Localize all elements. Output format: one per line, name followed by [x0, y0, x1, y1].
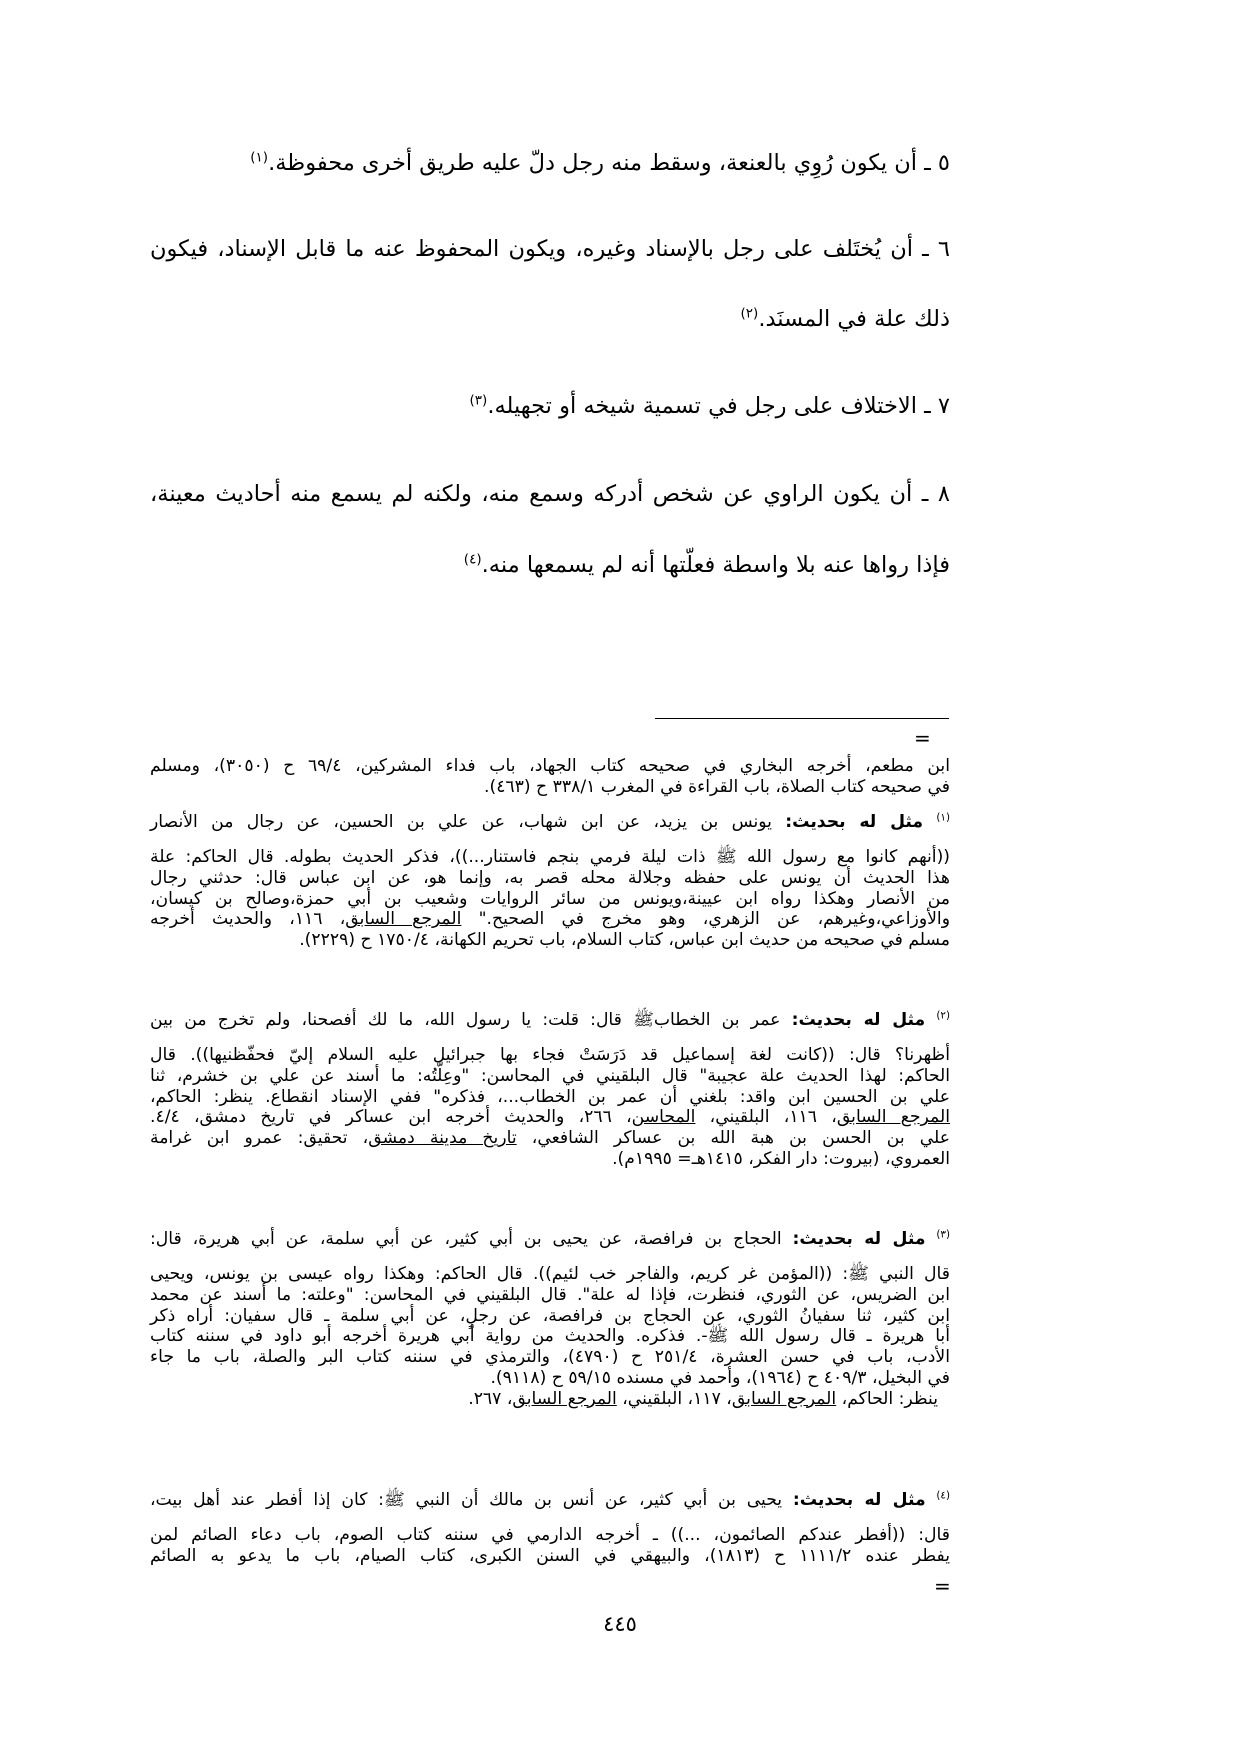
footnote-line: من الأنصار وهكذا رواه ابن عيينة،ويونس من سائر الروايات وشعيب بن أبي حمزة،وصالح بن كيسان،: [150, 888, 950, 909]
footnote-line: ابن مطعم، أخرجه البخاري في صحيحه كتاب الجهاد، باب فداء المشركين، ٦٩/٤ ح (٣٠٥٠)، ومسلم: [150, 756, 950, 776]
footnote-ref-3[interactable]: (٣): [469, 392, 488, 409]
footnote-1: [150, 812, 950, 951]
item-6-line-1: ٦ ـ أن يُختَلف على رجل بالإسناد وغيره، ويكون المحفوظ عنه ما قابل الإسناد، فيكون: [150, 236, 950, 262]
item-6-line-2: ذلك علة في المسنَد.$^{(٢)}$: [740, 305, 950, 332]
footnote-number: (٣): [936, 1228, 950, 1241]
footnote-line: ((أنهم كانوا مع رسول الله ﷺ ذات ليلة فرمي بنجم فاستنار...))، فذكر الحديث بطوله. قال الحاكم: علة: [150, 846, 950, 867]
footnote-label: مثل له بحديث:: [792, 1490, 926, 1510]
continuation-mark-bottom: =: [934, 1574, 951, 1598]
footnote-ref-1[interactable]: (١): [250, 149, 269, 166]
footnote-line: والأوزاعي،وغيرهم، عن الزهري، وهو مخرج في الصحيح." المرجع السابق، ١١٦، والحديث أخرجه: [150, 909, 950, 930]
footnote-line: أظهرنا؟ قال: ((كانت لغة إسماعيل قد دَرَسَتْ فجاء بها جبرائيل عليه السلام إليّ فحفّظنيها)). قال: [150, 1044, 950, 1065]
footnote-line: يفطر عنده ١١١١/٢ ح (١٨١٣)، والبيهقي في السنن الكبرى، كتاب الصيام، باب ما يدعو به الصائم: [150, 1545, 950, 1566]
reference-link: المحاسن: [631, 1107, 696, 1128]
footnote-lead: $^{(٢)}$ مثل له بحديث: عمر بن الخطابﷺ قال: قلت: يا رسول الله، ما لك أفصحنا، ولم تخرج من بين: [150, 1009, 950, 1030]
footnote-line: العمروي، (بيروت: دار الفكر، ١٤١٥هـ= ١٩٩٥م).: [612, 1148, 950, 1169]
footnote-label: مثل له بحديث:: [791, 1010, 926, 1030]
footnote-line: الأدب، باب في حسن العشرة، ٢٥١/٤ ح (٤٧٩٠)، والترمذي في سننه كتاب البر والصلة، باب ما جاء: [150, 1347, 950, 1368]
page-number: ٤٤٥: [603, 1612, 637, 1636]
item-7: ٧ ـ الاختلاف على رجل في تسمية شيخه أو تجهيله.$^{(٣)}$: [469, 392, 950, 419]
footnote-line: مسلم في صحيحه من حديث ابن عباس، كتاب السلام، باب تحريم الكهانة، ١٧٥٠/٤ ح (٢٢٢٩).: [299, 930, 950, 951]
footnote-4: [150, 1490, 950, 1567]
footnote-2: [150, 1010, 950, 1170]
footnote-line: قال: ((أفطر عندكم الصائمون، ...)) ـ أخرجه الدارمي في سننه كتاب الصوم، باب دعاء الصائم لمن: [150, 1524, 950, 1545]
footnote-line: ابن كثير، ثنا سفيانُ الثوري، عن الحجاج بن فرافصة، عن رجلٍ، عن أبي سلمة ـ قال سفيان: أراه ذكر: [150, 1305, 950, 1326]
footnote-line: في صحيحه كتاب الصلاة، باب القراءة في المغرب ٣٣٨/١ ح (٤٦٣).: [484, 776, 950, 797]
footnote-lead: $^{(٣)}$ مثل له بحديث: الحجاج بن فرافصة، عن يحيى بن أبي كثير، عن أبي سلمة، عن أبي هريرة، قال:: [150, 1228, 950, 1249]
footnote-number: (١): [936, 811, 950, 824]
footnote-line: في البخيل، ٤٠٩/٣ ح (١٩٦٤)، وأحمد في مسنده ٥٩/١٥ ح (٩١١٨).: [490, 1367, 950, 1388]
footnote-line: المرجع السابق، ١١٦، البلقيني، المحاسن، ٢٦٦، والحديث أخرجه ابن عساكر في تاريخ دمشق، ٤/٤.: [150, 1107, 950, 1128]
continuation-mark-top: =: [914, 726, 931, 750]
item-8-line-1: ٨ ـ أن يكون الراوي عن شخص أدركه وسمع منه، ولكنه لم يسمع منه أحاديث معينة،: [150, 481, 950, 507]
footnote-number: (٤): [936, 1489, 950, 1502]
reference-link: المرجع السابق: [836, 1107, 950, 1128]
footnote-line: ينظر: الحاكم، المرجع السابق، ١١٧، البلقيني، المرجع السابق، ٢٦٧.: [468, 1388, 938, 1409]
footnote-label: مثل له بحديث:: [792, 1229, 926, 1249]
footnote-line: قال النبي ﷺ: ((المؤمن غر كريم، والفاجر خب لئيم)). قال الحاكم: وهكذا رواه عيسى بن يونس، ويحيى: [150, 1263, 950, 1284]
footnote-number: (٢): [936, 1009, 950, 1022]
footnote-line: هذا الحديث أن يونس على حفظه وجلالة محله قصر به، وإنما هو، عن ابن عباس قال: حدثني رجال: [150, 867, 950, 888]
footnote-line: الحاكم: لهذا الحديث علة عجيبة" قال البلقيني في المحاسن: "وعِلّتُه: ما أسند عن علي بن خشرم، ثنا: [150, 1065, 950, 1086]
footnote-line: ابن الضريس، عن الثوري، فنظرت، فإذا له علة". قال البلقيني في المحاسن: "وعلته: ما أسند عن محمد: [150, 1284, 950, 1305]
footnote-separator: [655, 718, 949, 719]
footnote-label: مثل له بحديث:: [785, 812, 924, 832]
footnote-3: [150, 1229, 950, 1410]
reference-link: المرجع السابق: [731, 1388, 837, 1409]
item-8-line-2: فإذا رواها عنه بلا واسطة فعلّتها أنه لم يسمعها منه.$^{(٤)}$: [463, 551, 950, 578]
footnote-ref-2[interactable]: (٢): [740, 305, 759, 322]
reference-link: المرجع السابق: [345, 909, 462, 930]
footnote-lead: $^{(١)}$ مثل له بحديث: يونس بن يزيد، عن ابن شهاب، عن علي بن الحسين، عن رجال من الأنصار: [150, 811, 950, 832]
footnote-line: علي بن الحسن بن هبة الله بن عساكر الشافعي، تاريخ مدينة دمشق، تحقيق: عمرو ابن غرامة: [150, 1128, 951, 1149]
item-5: ٥ ـ أن يكون رُوِي بالعنعة، وسقط منه رجل دلّ عليه طريق أخرى محفوظة.$^{(١)}$: [250, 149, 950, 176]
footnote-line: علي بن الحسين ابن واقد: بلغني أن عمر بن الخطاب...، فذكره" ففي الإسناد انقطاع. ينظر: الحاكم،: [150, 1086, 950, 1107]
footnote-continued: [150, 756, 950, 798]
reference-link: المرجع السابق: [512, 1388, 617, 1409]
footnote-line: أبا هريرة ـ قال رسول الله ﷺ-. فذكره. والحديث من رواية أبي هريرة أخرجه أبو داود في سننه كتاب: [150, 1326, 950, 1347]
footnote-ref-4[interactable]: (٤): [463, 551, 482, 568]
reference-link: تاريخ مدينة دمشق: [368, 1128, 517, 1149]
footnote-lead: $^{(٤)}$ مثل له بحديث: يحيى بن أبي كثير، عن أنس بن مالك أن النبي ﷺ: كان إذا أفطر عند أهل بيت،: [150, 1489, 950, 1510]
